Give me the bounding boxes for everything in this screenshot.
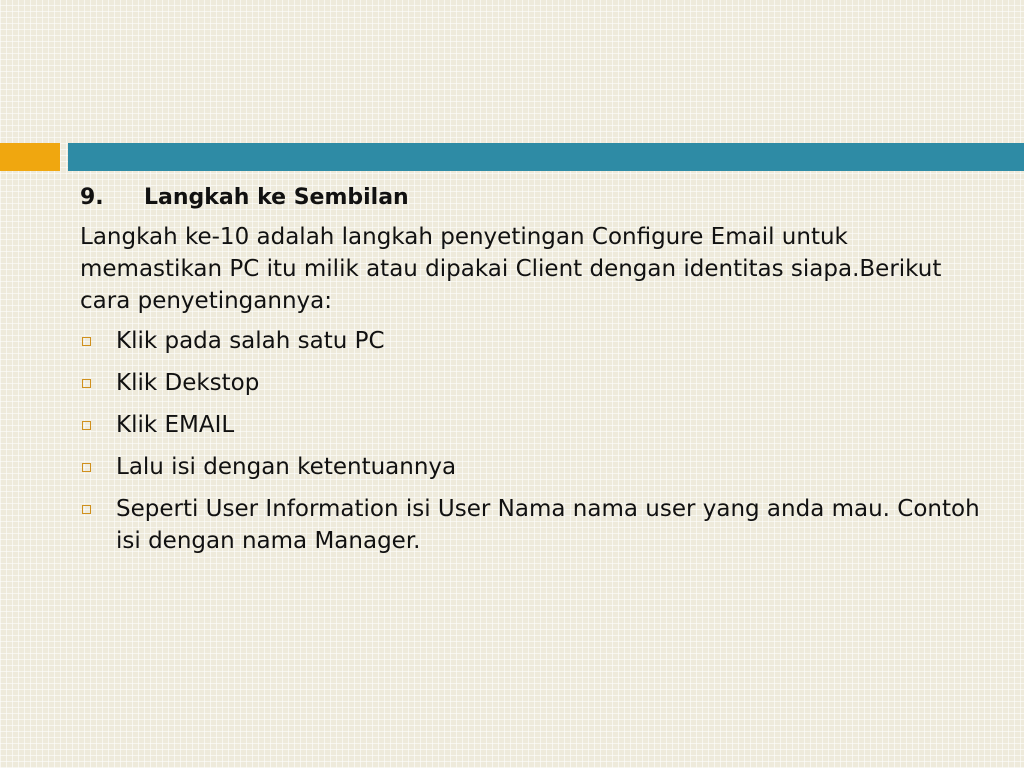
- accent-band-orange: [0, 143, 60, 171]
- slide-content: [80, 181, 980, 567]
- square-bullet-icon: [80, 409, 116, 441]
- bullet-text: Klik Dekstop: [116, 370, 260, 396]
- slide-heading: [80, 181, 980, 215]
- list-item: [80, 493, 980, 557]
- intro-paragraph: Langkah ke-10 adalah langkah penyetingan Configure Email untuk memastikan PC itu milik atau dipakai Client dengan identitas siapa.Berikut cara penyetingannya:: [80, 224, 942, 314]
- bullet-text: Klik EMAIL: [116, 412, 235, 438]
- square-bullet-icon: [80, 325, 116, 357]
- square-bullet-icon: [80, 493, 116, 525]
- list-item: [80, 367, 980, 399]
- bullet-list: [80, 325, 980, 557]
- bullet-text: Seperti User Information isi User Nama nama user yang anda mau. Contoh isi dengan nama Manager.: [116, 496, 980, 554]
- list-item: [80, 409, 980, 441]
- accent-band-teal: [68, 143, 1024, 171]
- square-bullet-icon: [80, 451, 116, 483]
- list-item: [80, 325, 980, 357]
- list-item: [80, 451, 980, 483]
- bullet-text: Klik pada salah satu PC: [116, 328, 385, 354]
- bullet-text: Lalu isi dengan ketentuannya: [116, 454, 457, 480]
- heading-number: 9.: [80, 185, 104, 210]
- heading-text: Langkah ke Sembilan: [144, 185, 409, 210]
- square-bullet-icon: [80, 367, 116, 399]
